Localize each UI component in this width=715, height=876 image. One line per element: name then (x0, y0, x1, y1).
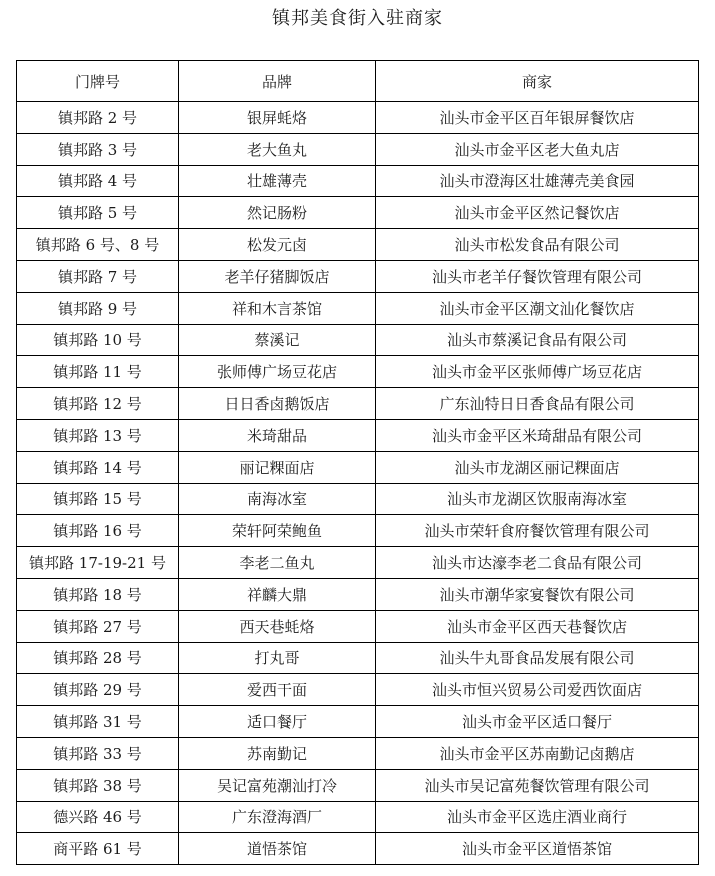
door-number-cell: 镇邦路 6 号、8 号 (17, 229, 179, 261)
table-row (17, 356, 699, 388)
brand-cell: 李老二鱼丸 (179, 547, 376, 579)
table-row (17, 165, 699, 197)
brand-cell: 银屏蚝烙 (179, 102, 376, 134)
brand-cell: 道悟茶馆 (179, 833, 376, 865)
table-row (17, 801, 699, 833)
merchant-cell: 汕头市金平区老大鱼丸店 (376, 133, 699, 165)
brand-cell: 荣轩阿荣鲍鱼 (179, 515, 376, 547)
table-row (17, 133, 699, 165)
merchant-cell: 汕头市金平区苏南勤记卤鹅店 (376, 737, 699, 769)
table-row (17, 674, 699, 706)
brand-cell: 蔡溪记 (179, 324, 376, 356)
column-header-brand: 品牌 (179, 61, 376, 102)
merchant-cell: 广东汕特日日香食品有限公司 (376, 388, 699, 420)
merchant-cell: 汕头市老羊仔餐饮管理有限公司 (376, 260, 699, 292)
door-number-cell: 镇邦路 15 号 (17, 483, 179, 515)
merchant-cell: 汕头市金平区张师傅广场豆花店 (376, 356, 699, 388)
merchant-cell: 汕头市金平区西天巷餐饮店 (376, 610, 699, 642)
merchant-cell: 汕头市蔡溪记食品有限公司 (376, 324, 699, 356)
brand-cell: 打丸哥 (179, 642, 376, 674)
table-row (17, 642, 699, 674)
page-title: 镇邦美食街入驻商家 (272, 8, 443, 29)
merchant-cell: 汕头市金平区米琦甜品有限公司 (376, 419, 699, 451)
door-number-cell: 镇邦路 16 号 (17, 515, 179, 547)
table-row (17, 578, 699, 610)
door-number-cell: 镇邦路 4 号 (17, 165, 179, 197)
table-row (17, 197, 699, 229)
merchant-cell: 汕头市澄海区壮雄薄壳美食园 (376, 165, 699, 197)
merchant-cell: 汕头市恒兴贸易公司爱西饮面店 (376, 674, 699, 706)
header-row (17, 61, 699, 102)
door-number-cell: 镇邦路 7 号 (17, 260, 179, 292)
door-number-cell: 德兴路 46 号 (17, 801, 179, 833)
door-number-cell: 镇邦路 27 号 (17, 610, 179, 642)
brand-cell: 南海冰室 (179, 483, 376, 515)
table-row (17, 610, 699, 642)
door-number-cell: 镇邦路 28 号 (17, 642, 179, 674)
table-row (17, 292, 699, 324)
table-body (17, 102, 699, 865)
merchant-cell: 汕头市龙湖区饮服南海冰室 (376, 483, 699, 515)
brand-cell: 吴记富苑潮汕打冷 (179, 769, 376, 801)
brand-cell: 张师傅广场豆花店 (179, 356, 376, 388)
merchant-cell: 汕头市松发食品有限公司 (376, 229, 699, 261)
table-row (17, 260, 699, 292)
brand-cell: 老羊仔猪脚饭店 (179, 260, 376, 292)
door-number-cell: 镇邦路 18 号 (17, 578, 179, 610)
merchant-cell: 汕头市金平区选庄酒业商行 (376, 801, 699, 833)
brand-cell: 松发元卤 (179, 229, 376, 261)
merchant-cell: 汕头市金平区百年银屏餐饮店 (376, 102, 699, 134)
table-row (17, 833, 699, 865)
merchant-cell: 汕头市金平区适口餐厅 (376, 706, 699, 738)
brand-cell: 然记肠粉 (179, 197, 376, 229)
table-row (17, 229, 699, 261)
door-number-cell: 镇邦路 13 号 (17, 419, 179, 451)
table-row (17, 515, 699, 547)
table-row (17, 483, 699, 515)
merchant-cell: 汕头市龙湖区丽记粿面店 (376, 451, 699, 483)
door-number-cell: 镇邦路 33 号 (17, 737, 179, 769)
merchant-cell: 汕头市吴记富苑餐饮管理有限公司 (376, 769, 699, 801)
brand-cell: 日日香卤鹅饭店 (179, 388, 376, 420)
brand-cell: 适口餐厅 (179, 706, 376, 738)
brand-cell: 米琦甜品 (179, 419, 376, 451)
brand-cell: 西天巷蚝烙 (179, 610, 376, 642)
brand-cell: 老大鱼丸 (179, 133, 376, 165)
merchant-cell: 汕头市潮华家宴餐饮有限公司 (376, 578, 699, 610)
table-row (17, 769, 699, 801)
door-number-cell: 镇邦路 10 号 (17, 324, 179, 356)
brand-cell: 丽记粿面店 (179, 451, 376, 483)
door-number-cell: 镇邦路 3 号 (17, 133, 179, 165)
merchant-table (16, 60, 699, 865)
door-number-cell: 镇邦路 14 号 (17, 451, 179, 483)
table-header (17, 61, 699, 102)
door-number-cell: 镇邦路 2 号 (17, 102, 179, 134)
table-row (17, 706, 699, 738)
table-row (17, 451, 699, 483)
merchant-cell: 汕头市金平区潮文汕化餐饮店 (376, 292, 699, 324)
brand-cell: 祥和木言茶馆 (179, 292, 376, 324)
table-row (17, 419, 699, 451)
door-number-cell: 商平路 61 号 (17, 833, 179, 865)
brand-cell: 苏南勤记 (179, 737, 376, 769)
table-row (17, 547, 699, 579)
merchant-cell: 汕头市金平区然记餐饮店 (376, 197, 699, 229)
merchant-cell: 汕头市金平区道悟茶馆 (376, 833, 699, 865)
brand-cell: 祥麟大鼎 (179, 578, 376, 610)
door-number-cell: 镇邦路 31 号 (17, 706, 179, 738)
door-number-cell: 镇邦路 5 号 (17, 197, 179, 229)
door-number-cell: 镇邦路 9 号 (17, 292, 179, 324)
brand-cell: 爱西干面 (179, 674, 376, 706)
column-header-merchant: 商家 (376, 61, 699, 102)
brand-cell: 壮雄薄壳 (179, 165, 376, 197)
brand-cell: 广东澄海酒厂 (179, 801, 376, 833)
door-number-cell: 镇邦路 38 号 (17, 769, 179, 801)
table-row (17, 102, 699, 134)
table-row (17, 324, 699, 356)
merchant-cell: 汕头牛丸哥食品发展有限公司 (376, 642, 699, 674)
table-row (17, 388, 699, 420)
table-row (17, 737, 699, 769)
door-number-cell: 镇邦路 29 号 (17, 674, 179, 706)
door-number-cell: 镇邦路 11 号 (17, 356, 179, 388)
door-number-cell: 镇邦路 17-19-21 号 (17, 547, 179, 579)
merchant-cell: 汕头市荣轩食府餐饮管理有限公司 (376, 515, 699, 547)
door-number-cell: 镇邦路 12 号 (17, 388, 179, 420)
merchant-cell: 汕头市达濠李老二食品有限公司 (376, 547, 699, 579)
column-header-door-number: 门牌号 (17, 61, 179, 102)
